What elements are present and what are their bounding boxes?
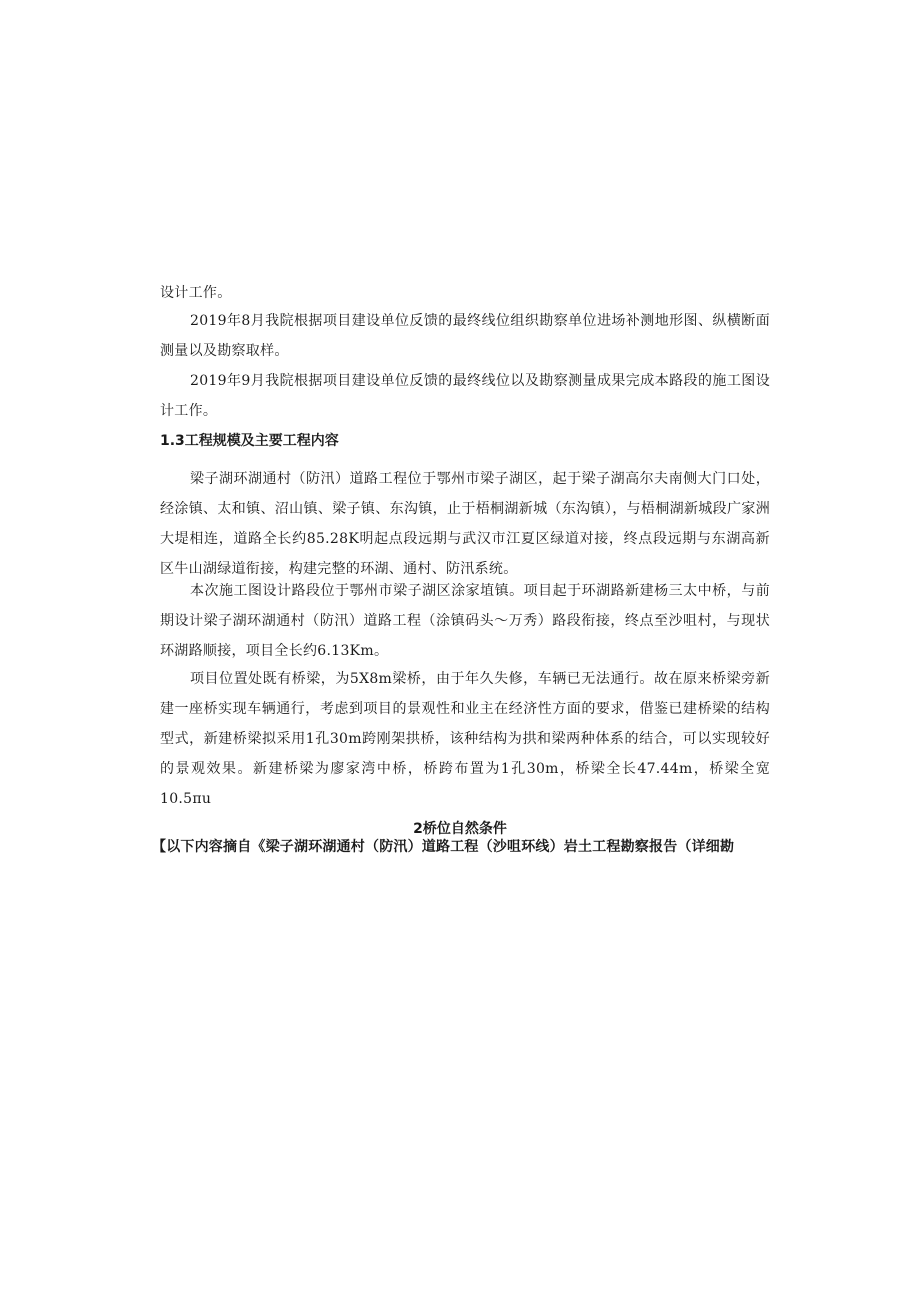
paragraph-august-2019: 2019年8月我院根据项目建设单位反馈的最终线位组织勘察单位进场补测地形图、纵横断面测量以及勘察取样。 <box>160 313 770 359</box>
paragraph-project-location: 梁子湖环湖通村（防汛）道路工程位于鄂州市梁子湖区，起于梁子湖高尔夫南侧大门口处，经涂镇、太和镇、沼山镇、梁子镇、东沟镇，止于梧桐湖新城（东沟镇），与梧桐湖新城段广家洲大堤相连，道路全长约85.28K明起点段远期与武汉市江夏区绿道对接，终点段远期与东湖高新区牛山湖绿道衔接，构建完整的环湖、通村、防汛系统。 <box>160 471 770 577</box>
paragraph-design-section: 本次施工图设计路段位于鄂州市梁子湖区涂家埴镇。项目起于环湖路新建杨三太中桥，与前期设计梁子湖环湖通村（防汛）道路工程（涂镇码头～万秀）路段衔接，终点至沙咀村，与现状环湖路顺接，项目全长约6.13Km。 <box>160 583 770 659</box>
section-heading-1-3: 1.3工程规模及主要工程内容 <box>160 433 339 449</box>
paragraph-bridge-description: 项目位置处既有桥梁，为5X8m梁桥，由于年久失修，车辆已无法通行。故在原来桥梁旁新建一座桥实现车辆通行，考虑到项目的景观性和业主在经济性方面的要求，借鉴已建桥梁的结构型式，新建桥梁拟采用1孔30m跨刚架拱桥，该种结构为拱和梁两种体系的结合，可以实现较好的景观效果。新建桥梁为廖家湾中桥，桥跨布置为1孔30m，桥梁全长47.44m，桥梁全宽10.5πu <box>160 671 770 807</box>
excerpt-note: 【以下内容摘自《梁子湖环湖通村（防汛）道路工程（沙咀环线）岩土工程勘察报告（详细勘 <box>152 839 735 855</box>
paragraph-september-2019: 2019年9月我院根据项目建设单位反馈的最终线位以及勘察测量成果完成本路段的施工图设计工作。 <box>160 373 770 419</box>
paragraph-continuation: 设计工作。 <box>160 285 232 301</box>
section-heading-2: 2桥位自然条件 <box>413 821 507 837</box>
